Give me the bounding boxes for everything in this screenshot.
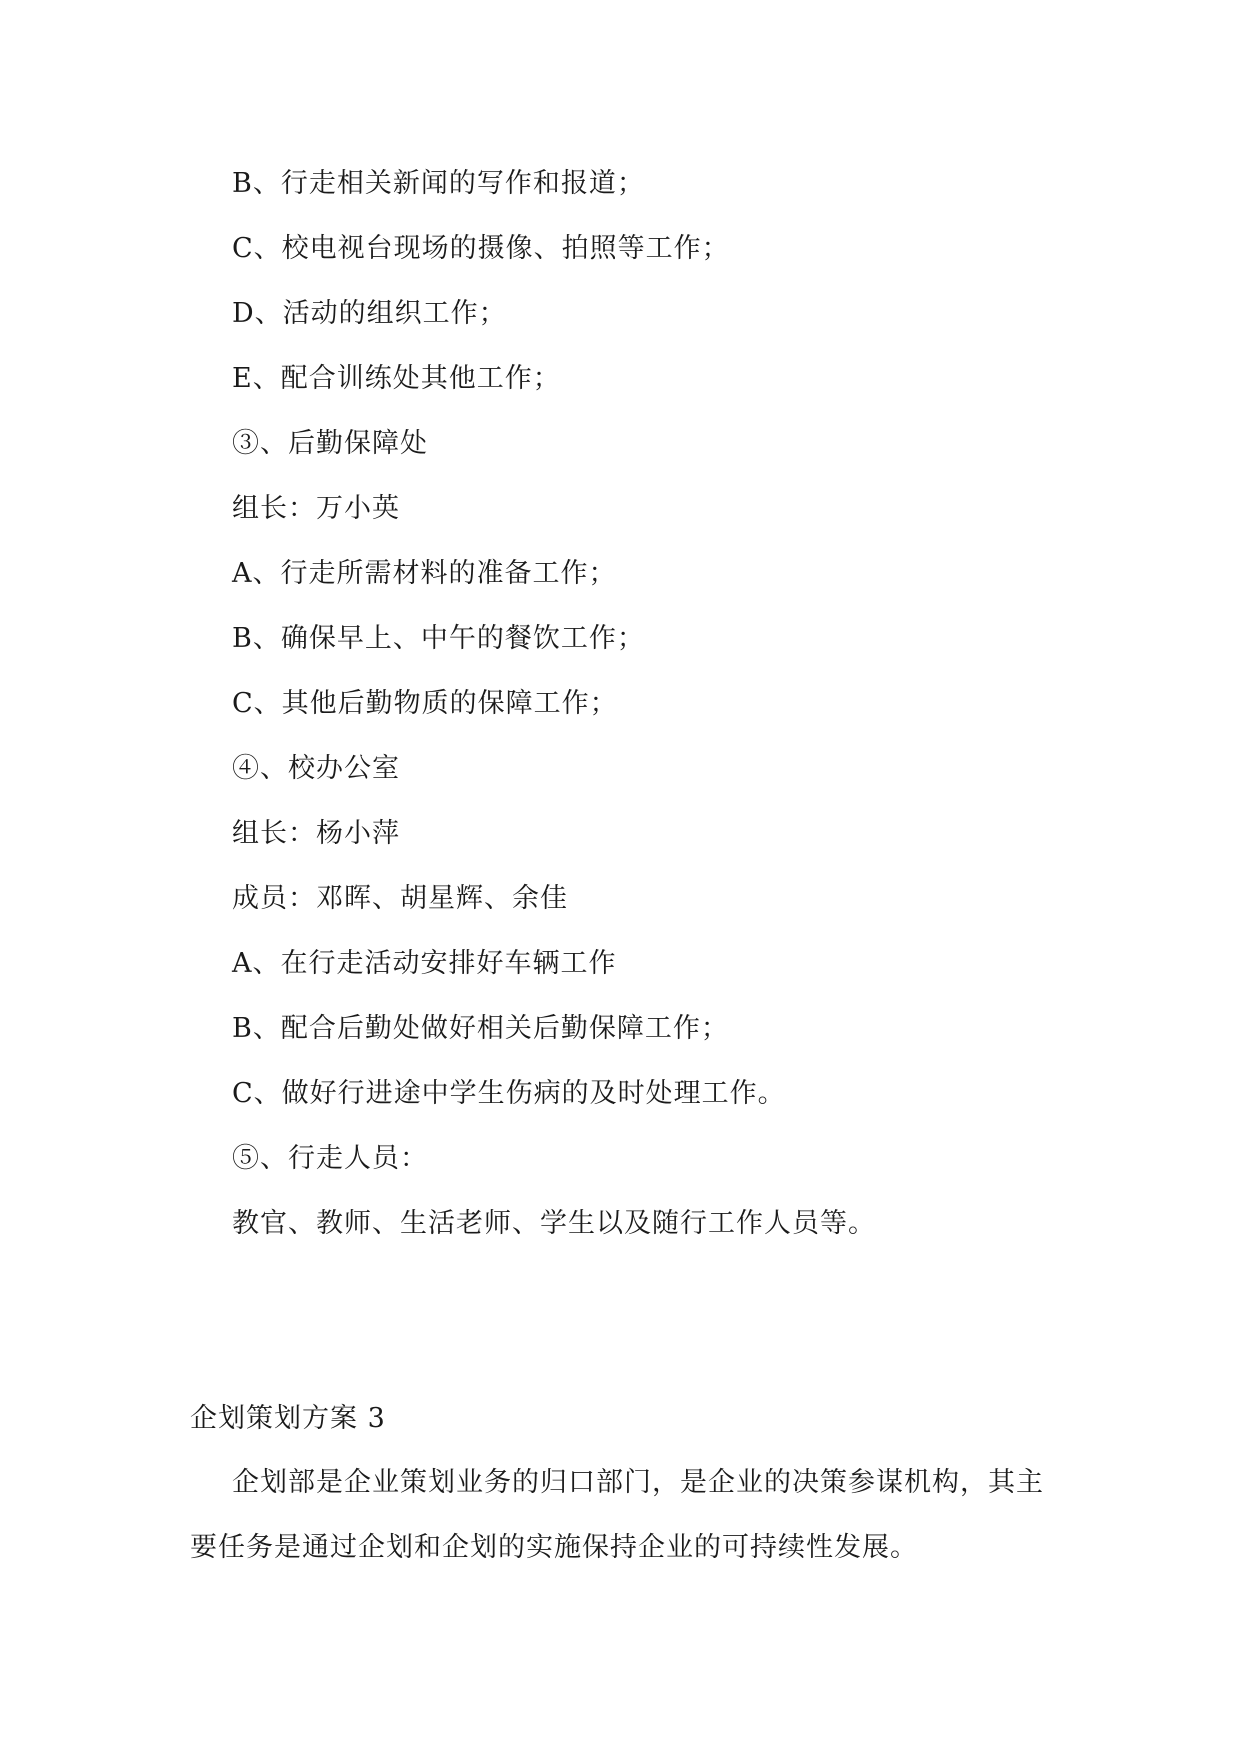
text-line-7: A、行走所需材料的准备工作；	[232, 558, 617, 589]
section-title: 企划策划方案 3	[190, 1403, 386, 1434]
text-line-12: 成员：邓晖、胡星辉、余佳	[232, 883, 568, 914]
text-line-2: C、校电视台现场的摄像、拍照等工作；	[232, 233, 730, 264]
text-line-17: 教官、教师、生活老师、学生以及随行工作人员等。	[232, 1208, 876, 1239]
text-line-8: B、确保早上、中午的餐饮工作；	[232, 623, 645, 654]
text-line-15: C、做好行进途中学生伤病的及时处理工作。	[232, 1078, 786, 1109]
text-line-6: 组长：万小英	[232, 493, 400, 524]
text-line-13: A、在行走活动安排好车辆工作	[232, 948, 617, 979]
text-line-4: E、配合训练处其他工作；	[232, 363, 561, 394]
text-line-3: D、活动的组织工作；	[232, 298, 507, 329]
text-line-5: ③、后勤保障处	[232, 428, 428, 459]
text-line-14: B、配合后勤处做好相关后勤保障工作；	[232, 1013, 729, 1044]
text-line-1: B、行走相关新闻的写作和报道；	[232, 168, 645, 199]
text-line-16: ⑤、行走人员：	[232, 1143, 428, 1174]
text-line-10: ④、校办公室	[232, 753, 400, 784]
section-paragraph: 企划部是企业策划业务的归口部门，是企业的决策参谋机构，其主要任务是通过企划和企划的实施保持企业的可持续性发展。	[190, 1467, 1044, 1563]
text-line-11: 组长：杨小萍	[232, 818, 400, 849]
text-line-9: C、其他后勤物质的保障工作；	[232, 688, 618, 719]
